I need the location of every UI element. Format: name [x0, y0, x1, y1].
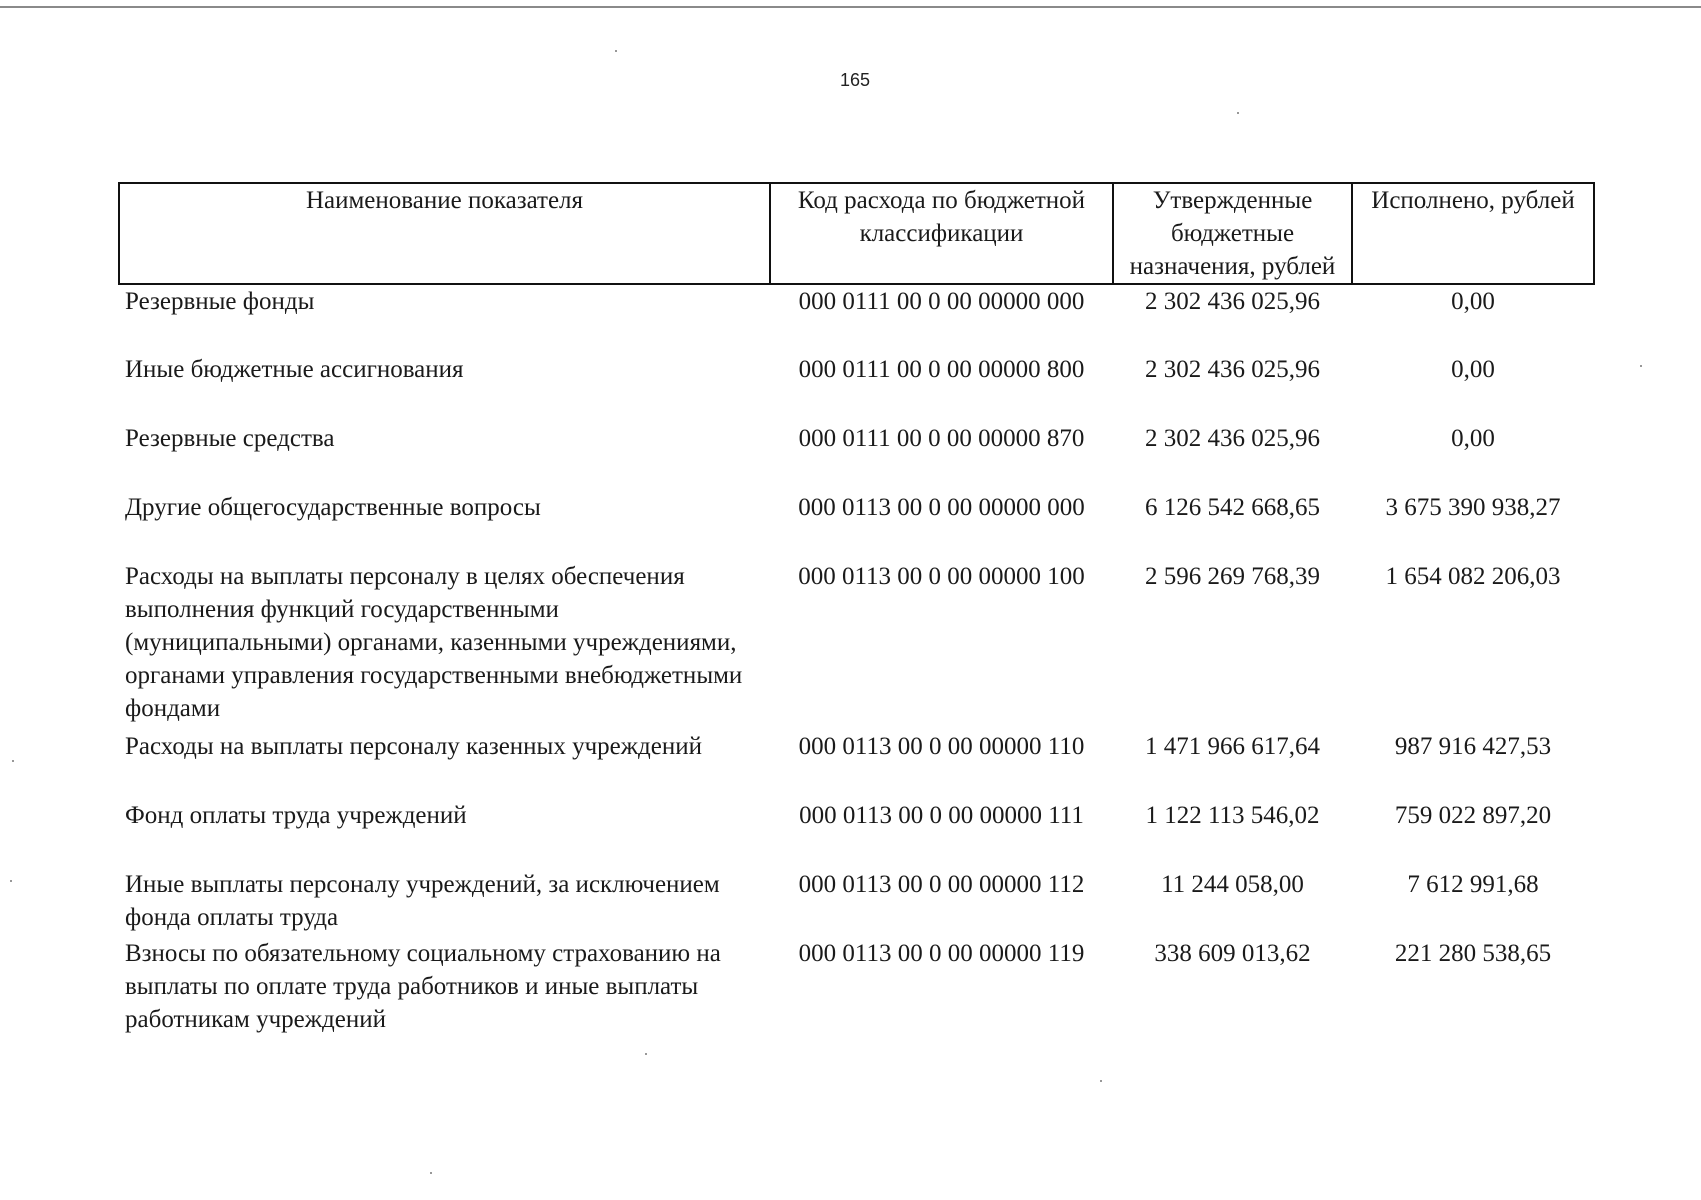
row-name: Фонд оплаты труда учреждений	[125, 802, 467, 829]
row-approved: 6 126 542 668,65	[1145, 494, 1320, 521]
table-row	[119, 730, 1594, 799]
row-approved: 338 609 013,62	[1154, 940, 1311, 967]
row-code: 000 0113 00 0 00 00000 111	[799, 802, 1084, 829]
row-executed: 0,00	[1451, 288, 1495, 315]
row-approved: 1 471 966 617,64	[1145, 733, 1320, 760]
scan-speck	[10, 880, 12, 882]
row-name: Иные бюджетные ассигнования	[125, 356, 464, 383]
row-executed: 1 654 082 206,03	[1385, 563, 1561, 590]
row-approved: 2 302 436 025,96	[1145, 425, 1320, 452]
row-name: Резервные средства	[125, 425, 335, 452]
row-executed: 0,00	[1451, 356, 1495, 383]
scan-speck	[1640, 365, 1642, 367]
table-row	[119, 937, 1594, 1041]
table-row	[119, 353, 1594, 422]
row-executed: 3 675 390 938,27	[1385, 494, 1561, 521]
scan-speck	[430, 1172, 432, 1174]
header-approved-appropriations: Утвержденные бюджетные назначения, рублей	[1113, 183, 1352, 284]
row-approved: 11 244 058,00	[1161, 871, 1304, 898]
scan-top-border	[0, 6, 1701, 8]
header-indicator-name: Наименование показателя	[119, 183, 770, 284]
table-row	[119, 560, 1594, 730]
table-row	[119, 868, 1594, 937]
table-row	[119, 799, 1594, 868]
row-code: 000 0113 00 0 00 00000 112	[798, 871, 1085, 898]
row-code: 000 0111 00 0 00 00000 800	[798, 356, 1085, 383]
table-header-row	[119, 183, 1594, 284]
row-code: 000 0113 00 0 00 00000 119	[798, 940, 1085, 967]
scan-speck	[615, 50, 617, 52]
row-executed: 0,00	[1451, 425, 1495, 452]
row-code: 000 0111 00 0 00 00000 000	[798, 288, 1085, 315]
table-row	[119, 491, 1594, 560]
row-code: 000 0111 00 0 00 00000 870	[798, 425, 1085, 452]
header-executed: Исполнено, рублей	[1352, 183, 1594, 284]
row-approved: 1 122 113 546,02	[1145, 802, 1320, 829]
row-approved: 2 302 436 025,96	[1145, 288, 1320, 315]
row-executed: 759 022 897,20	[1394, 802, 1552, 829]
row-code: 000 0113 00 0 00 00000 000	[798, 494, 1085, 521]
scan-speck	[12, 760, 14, 762]
scan-speck	[645, 1053, 647, 1055]
row-name: Расходы на выплаты персоналу казенных учреждений	[125, 733, 702, 760]
table-row	[119, 284, 1594, 353]
row-code: 000 0113 00 0 00 00000 100	[798, 563, 1085, 590]
row-executed: 7 612 991,68	[1407, 871, 1539, 898]
row-executed: 987 916 427,53	[1394, 733, 1552, 760]
row-name: Взносы по обязательному социальному страхованию на выплаты по оплате труда работников и иные выплаты работникам учреждений	[125, 940, 721, 1033]
row-name: Резервные фонды	[125, 288, 315, 315]
scan-speck	[1100, 1080, 1102, 1082]
row-executed: 221 280 538,65	[1394, 940, 1552, 967]
row-name: Другие общегосударственные вопросы	[125, 494, 541, 521]
budget-execution-table	[118, 182, 1595, 1041]
page-number: 165	[839, 70, 871, 90]
header-expense-code: Код расхода по бюджетной классификации	[770, 183, 1113, 284]
row-approved: 2 302 436 025,96	[1145, 356, 1320, 383]
scan-speck	[1237, 112, 1239, 114]
row-approved: 2 596 269 768,39	[1145, 563, 1320, 590]
row-code: 000 0113 00 0 00 00000 110	[798, 733, 1085, 760]
row-name: Иные выплаты персоналу учреждений, за исключением фонда оплаты труда	[125, 871, 720, 931]
table-row	[119, 422, 1594, 491]
row-name: Расходы на выплаты персоналу в целях обеспечения выполнения функций государственными (муниципальными) органами, казенными учреждениями, органами управления государственными внебюджетными фондами	[125, 563, 743, 722]
